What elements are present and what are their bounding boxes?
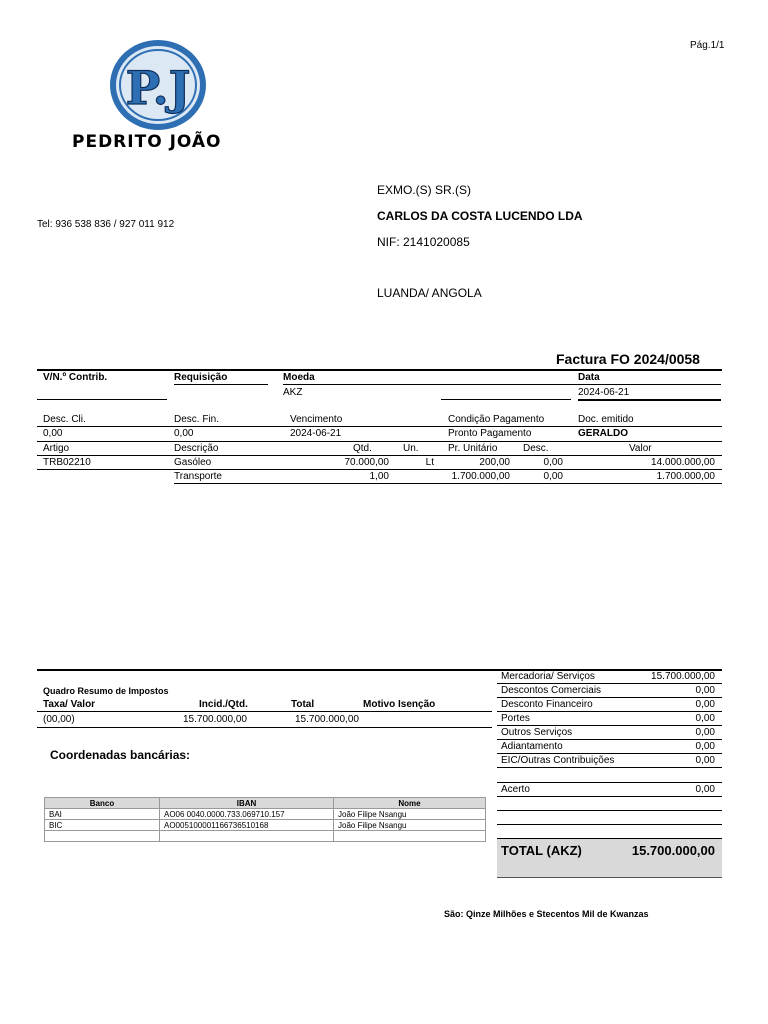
bank-row [45,831,486,842]
summary-value: 0,00 [695,713,715,724]
col-qtd: Qtd. [353,443,372,454]
col-valor: Valor [629,443,652,454]
item-1-un: Lt [425,457,434,468]
company-tel: Tel: 936 538 836 / 927 011 912 [37,219,175,230]
total-label: TOTAL (AKZ) [501,843,582,858]
bank-title: Coordenadas bancárias: [50,748,191,762]
moeda-label: Moeda [283,372,315,383]
summary-label: Adiantamento [501,741,563,752]
bank-col-nome: Nome [334,798,486,809]
bank-header-row [45,798,486,809]
bank-cell: BAI [45,809,160,820]
tax-taxa-value: (00,00) [43,714,75,725]
item-1-qtd: 70.000,00 [344,457,389,468]
item-2-qtd: 1,00 [369,471,389,482]
bank-cell [45,831,160,842]
recipient-salutation: EXMO.(S) SR.(S) [377,183,472,197]
bank-col-iban: IBAN [160,798,334,809]
tax-col-incid: Incid./Qtd. [199,699,248,710]
vencimento-label: Vencimento [290,414,343,425]
summary-value: 0,00 [695,755,715,766]
summary-value: 0,00 [695,685,715,696]
bank-cell: BIC [45,820,160,831]
doc-value: GERALDO [578,428,628,439]
tax-col-motivo: Motivo Isenção [363,699,436,710]
tax-total-value: 15.700.000,00 [295,714,359,725]
summary-value: 0,00 [695,741,715,752]
condicao-label: Condição Pagamento [448,414,545,425]
requisicao-label: Requisição [174,372,228,383]
bank-row [45,809,486,820]
total-value: 15.700.000,00 [631,843,715,858]
desc-fin-label: Desc. Fin. [174,414,220,425]
item-2-valor: 1.700.000,00 [656,471,715,482]
summary-row [497,754,722,768]
header-top-rule [37,369,722,371]
summary-row [497,684,722,698]
item-2-pr-unit: 1.700.000,00 [451,471,510,482]
total-box [497,838,722,878]
summary-value: 0,00 [695,727,715,738]
summary-row [497,670,722,684]
col-un: Un. [403,443,419,454]
item-1-valor: 14.000.000,00 [651,457,715,468]
doc-label: Doc. emitido [578,414,634,425]
invoice-title: Factura FO 2024/0058 [556,351,700,367]
company-logo [108,38,208,132]
data-label: Data [578,372,600,383]
col-descricao: Descrição [174,443,219,454]
bank-cell: AO06 0040.0000.733.069710.157 [160,809,334,820]
page-number: Pág.1/1 [690,40,725,51]
summary-row [497,712,722,726]
bank-cell: João Filipe Nsangu [334,820,486,831]
item-2-desc: 0,00 [543,471,563,482]
col-artigo: Artigo [43,443,70,454]
bank-cell: João Filipe Nsangu [334,809,486,820]
summary-row [497,726,722,740]
item-2-descricao: Transporte [174,471,222,482]
desc-cli-label: Desc. Cli. [43,414,86,425]
acerto-label: Acerto [501,784,530,795]
col-pr-unit: Pr. Unitário [448,443,498,454]
bank-cell [334,831,486,842]
vencimento-value: 2024-06-21 [290,428,342,439]
moeda-value: AKZ [283,387,303,398]
tax-incid-value: 15.700.000,00 [183,714,247,725]
tax-title: Quadro Resumo de Impostos [43,686,169,696]
summary-row [497,698,722,712]
tax-col-taxa: Taxa/ Valor [43,699,96,710]
item-1-descricao: Gasóleo [174,457,212,468]
summary-label: Desconto Financeiro [501,699,593,710]
condicao-value: Pronto Pagamento [448,428,532,439]
amount-in-words: São: Qinze Milhões e Stecentos Mil de Kwanzas [444,909,649,919]
data-value: 2024-06-21 [578,387,630,398]
item-1-pr-unit: 200,00 [479,457,510,468]
bank-table [44,797,486,842]
item-1-desc: 0,00 [543,457,563,468]
summary-label: Descontos Comerciais [501,685,602,696]
col-desc: Desc. [523,443,549,454]
tax-col-total: Total [291,699,315,710]
acerto-value: 0,00 [695,784,715,795]
recipient-nif: NIF: 2141020085 [377,235,470,249]
contrib-label: V/N.º Contrib. [43,372,108,383]
logo-letters: P.J [125,61,191,115]
desc-cli-value: 0,00 [43,428,63,439]
company-name: PEDRITO JOÃO [72,132,222,152]
summary-label: Mercadoria/ Serviços [501,671,595,682]
desc-fin-value: 0,00 [174,428,194,439]
bank-col-banco: Banco [45,798,160,809]
recipient-location: LUANDA/ ANGOLA [377,286,482,300]
summary-row [497,740,722,754]
bank-cell [160,831,334,842]
bank-cell: AO005100001166736510168 [160,820,334,831]
summary-label: Portes [501,713,530,724]
summary-label: Outros Serviços [501,727,573,738]
summary-box [497,670,722,768]
item-1-artigo: TRB02210 [43,457,91,468]
summary-value: 15.700.000,00 [651,671,715,682]
summary-value: 0,00 [695,699,715,710]
recipient-name: CARLOS DA COSTA LUCENDO LDA [377,209,583,223]
bank-row [45,820,486,831]
summary-label: EIC/Outras Contribuições [501,755,615,766]
